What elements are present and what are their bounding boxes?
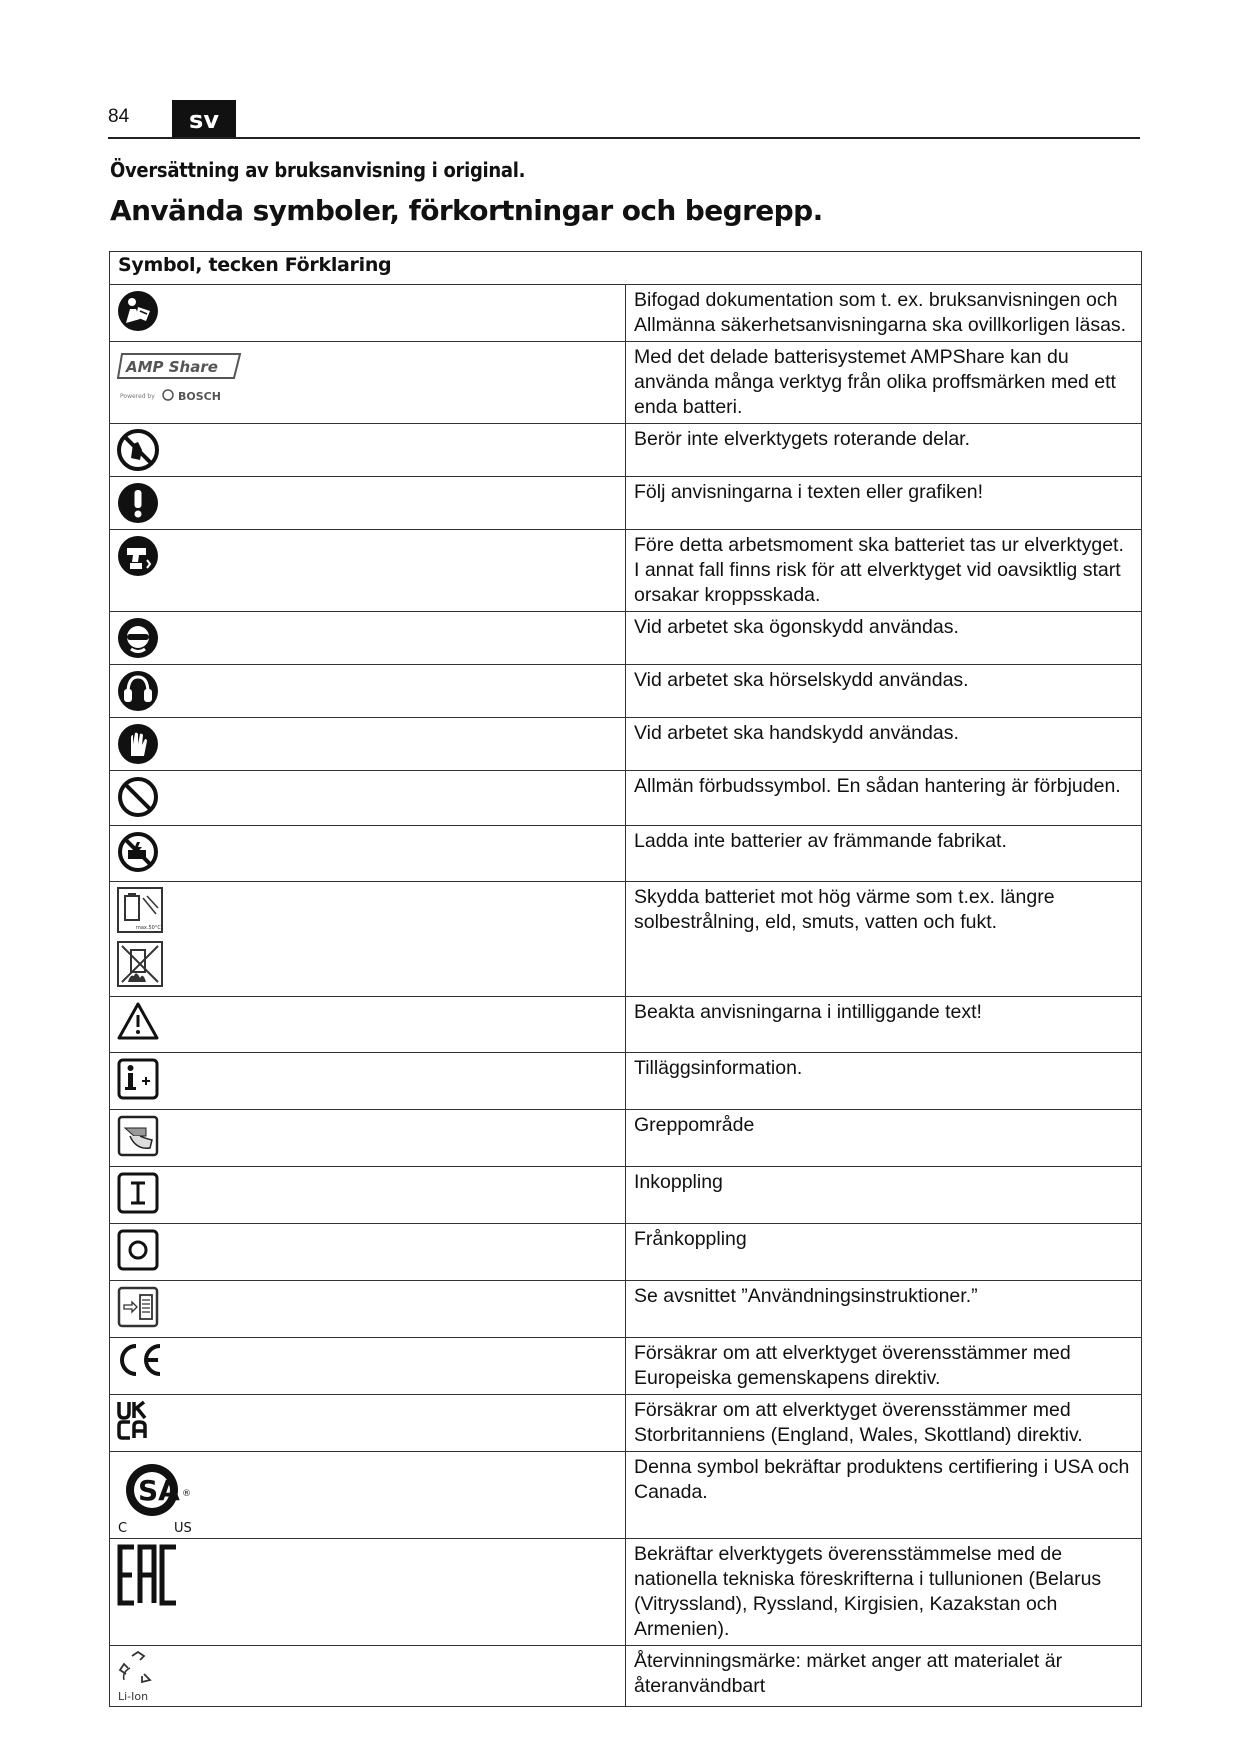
table-row [110,1281,1142,1338]
table-row [110,718,1142,771]
symbol-cell [110,826,626,882]
explanation-cell: Inkoppling [626,1167,1142,1224]
li-ion-label: Li-Ion [118,1690,149,1702]
table-row [110,1110,1142,1167]
table-row [110,665,1142,718]
symbol-cell [110,342,626,424]
explanation-cell: Se avsnittet ”Användningsinstruktioner.” [626,1281,1142,1338]
table-row [110,477,1142,530]
symbol-cell [110,1452,626,1539]
symbol-cell [110,424,626,477]
hand-protection-icon [116,722,160,766]
table-row [110,530,1142,612]
table-header: Symbol, tecken Förklaring [110,252,1142,285]
ampshare-logo-brand: BOSCH [178,390,221,403]
symbol-cell [110,1053,626,1110]
table-row [110,1539,1142,1646]
symbol-cell [110,477,626,530]
explanation-cell: Frånkoppling [626,1224,1142,1281]
explanation-cell: Greppområde [626,1110,1142,1167]
grip-area-icon [116,1114,160,1158]
ampshare-logo-icon [116,346,256,408]
header-rule [108,137,1140,139]
csa-mark-us: US [174,1521,192,1534]
temp-label: max.50°C [136,925,161,931]
battery-protect-heat-icon [116,886,164,934]
table-row [110,342,1142,424]
table-row [110,424,1142,477]
symbol-cell [110,612,626,665]
explanation-cell: Berör inte elverktygets roterande delar. [626,424,1142,477]
table-row [110,1224,1142,1281]
explanation-cell: Bifogad dokumentation som t. ex. bruksanvisningen och Allmänna säkerhetsanvisningarna ska ovillkorligen läsas. [626,285,1142,342]
switch-on-icon [116,1171,160,1215]
table-row [110,1338,1142,1395]
symbol-cell [110,1110,626,1167]
svg-text:®: ® [182,1489,191,1499]
explanation-cell: Försäkrar om att elverktyget överensstämmer med Storbritanniens (England, Wales, Skottland) direktiv. [626,1395,1142,1452]
table-header-row [110,252,1142,285]
table-row [110,771,1142,826]
info-plus-icon [116,1057,160,1101]
no-touch-rotating-icon [116,428,160,472]
explanation-cell: Ladda inte batterier av främmande fabrikat. [626,826,1142,882]
warning-triangle-icon [116,1001,160,1041]
symbol-cell [110,665,626,718]
table-row [110,1053,1142,1110]
language-badge: sv [172,100,236,137]
symbol-cell [110,1167,626,1224]
explanation-cell: Tilläggsinformation. [626,1053,1142,1110]
explanation-cell: Med det delade batterisystemet AMPShare kan du använda många verktyg från olika proffsmärken med ett enda batteri. [626,342,1142,424]
symbol-cell [110,530,626,612]
page-header [108,100,1140,138]
explanation-cell: Försäkrar om att elverktyget överensstämmer med Europeiska gemenskapens direktiv. [626,1338,1142,1395]
section-title: Använda symboler, förkortningar och begrepp. [110,194,823,227]
explanation-cell: Vid arbetet ska handskydd användas. [626,718,1142,771]
symbol-cell [110,882,626,997]
symbol-cell [110,285,626,342]
remove-battery-icon [116,534,160,578]
csa-mark-text: SA [138,1474,180,1507]
symbol-cell [110,1338,626,1395]
read-manual-icon [116,289,160,333]
see-section-icon [116,1285,160,1329]
ce-mark-icon [116,1342,166,1378]
switch-off-icon [116,1228,160,1272]
prohibition-icon [116,775,160,819]
symbol-cell [110,1395,626,1452]
csa-mark-icon [116,1456,206,1534]
table-row [110,1395,1142,1452]
page-number: 84 [108,106,130,127]
table-row [110,1452,1142,1539]
explanation-cell: Återvinningsmärke: märket anger att materialet är återanvändbart [626,1646,1142,1707]
explanation-cell: Denna symbol bekräftar produktens certifiering i USA och Canada. [626,1452,1142,1539]
explanation-cell: Skydda batteriet mot hög värme som t.ex. längre solbestrålning, eld, smuts, vatten och fukt. [626,882,1142,997]
exclamation-icon [116,481,160,525]
battery-no-fire-water-icon [116,940,164,988]
symbol-cell [110,1539,626,1646]
eac-mark-icon [116,1543,186,1607]
explanation-cell: Bekräftar elverktygets överensstämmelse med de nationella tekniska föreskrifterna i tullunionen (Belarus (Vitryssland), Ryssland, Kirgisien, Kazakstan och Armenien). [626,1539,1142,1646]
explanation-cell: Vid arbetet ska hörselskydd användas. [626,665,1142,718]
ampshare-logo-text: AMP Share [126,358,218,376]
document-subtitle: Översättning av bruksanvisning i original. [110,158,526,182]
recycling-li-ion-icon [116,1650,160,1702]
ampshare-logo-sub: Powered by [120,393,155,400]
explanation-cell: Följ anvisningarna i texten eller grafiken! [626,477,1142,530]
csa-mark-c: C [118,1521,128,1534]
explanation-cell: Vid arbetet ska ögonskydd användas. [626,612,1142,665]
table-row [110,1646,1142,1707]
symbol-cell [110,997,626,1053]
symbol-cell [110,1281,626,1338]
no-foreign-charger-icon [116,830,160,874]
symbol-cell [110,1224,626,1281]
explanation-cell: Före detta arbetsmoment ska batteriet tas ur elverktyget. I annat fall finns risk för att elverktyget vid oavsiktlig start orsakar kroppsskada. [626,530,1142,612]
symbol-cell [110,771,626,826]
ukca-mark-icon [116,1399,160,1441]
table-row [110,826,1142,882]
explanation-cell: Allmän förbudssymbol. En sådan hantering är förbjuden. [626,771,1142,826]
symbols-table [109,251,1142,1707]
table-row [110,997,1142,1053]
explanation-cell: Beakta anvisningarna i intilliggande text! [626,997,1142,1053]
symbol-cell [110,1646,626,1707]
table-row [110,1167,1142,1224]
table-row [110,882,1142,997]
eye-protection-icon [116,616,160,660]
ear-protection-icon [116,669,160,713]
table-row [110,285,1142,342]
symbol-cell [110,718,626,771]
table-row [110,612,1142,665]
